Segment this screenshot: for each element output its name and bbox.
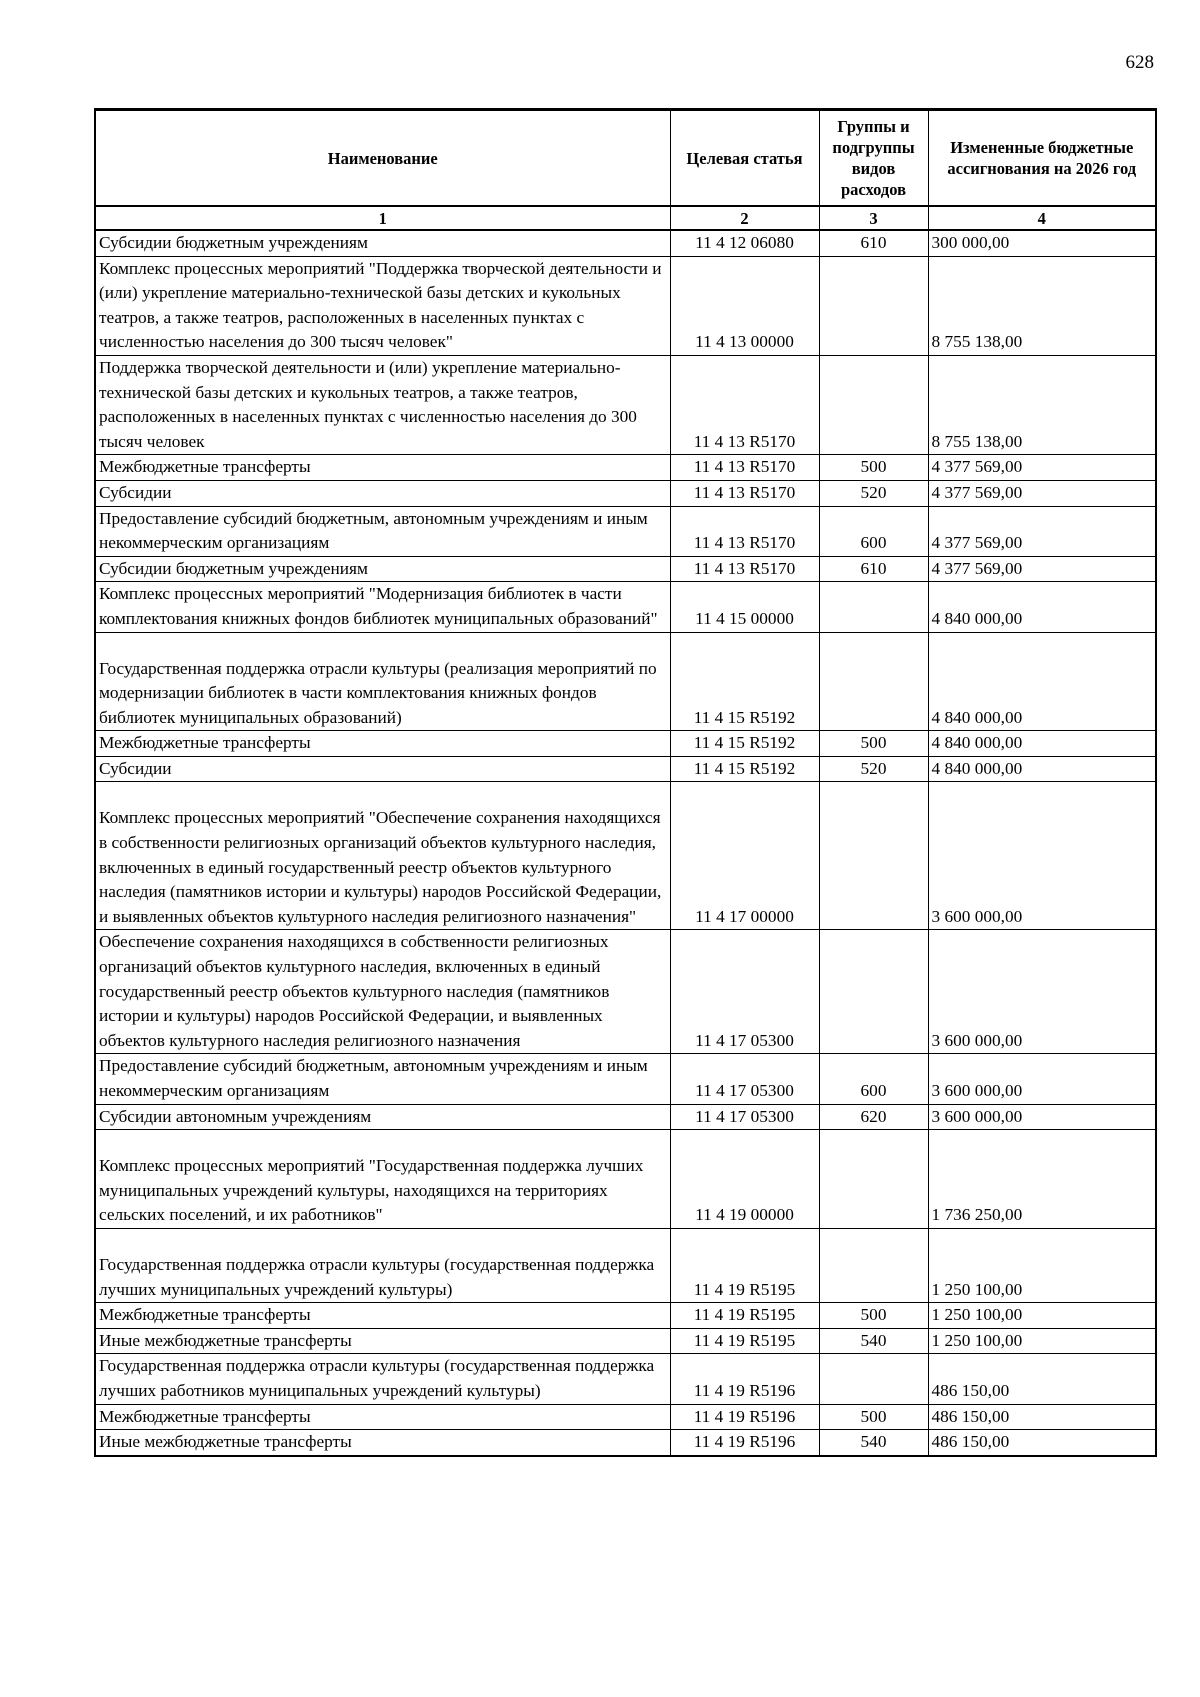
row-amount: 8 755 138,00 — [928, 256, 1156, 355]
column-number: 4 — [928, 206, 1156, 230]
table-row — [95, 1404, 1156, 1430]
row-target-code: 11 4 13 00000 — [670, 256, 819, 355]
row-name: Обеспечение сохранения находящихся в собственности религиозных организаций объектов культурного наследия, включенных в единый государственный реестр объектов культурного наследия (памятников истории и культуры) народов Российской Федерации, и выявленных объектов культурного наследия религиозного назначения — [95, 930, 670, 1054]
table-body — [95, 230, 1156, 1456]
column-number: 2 — [670, 206, 819, 230]
row-expense-group: 620 — [819, 1104, 928, 1130]
row-target-code: 11 4 19 00000 — [670, 1130, 819, 1229]
table-row — [95, 756, 1156, 782]
row-expense-group: 610 — [819, 556, 928, 582]
row-expense-group — [819, 930, 928, 1054]
row-target-code: 11 4 13 R5170 — [670, 455, 819, 481]
row-amount: 3 600 000,00 — [928, 930, 1156, 1054]
row-amount: 486 150,00 — [928, 1430, 1156, 1456]
table-row — [95, 256, 1156, 355]
row-target-code: 11 4 13 R5170 — [670, 355, 819, 454]
row-name: Субсидии — [95, 756, 670, 782]
column-header-target: Целевая статья — [670, 110, 819, 207]
row-target-code: 11 4 17 05300 — [670, 1104, 819, 1130]
column-number-row — [95, 206, 1156, 230]
page-number: 628 — [1125, 52, 1154, 73]
table-row — [95, 506, 1156, 556]
row-target-code: 11 4 19 R5195 — [670, 1303, 819, 1329]
row-target-code: 11 4 19 R5196 — [670, 1430, 819, 1456]
table-row — [95, 930, 1156, 1054]
column-header-name: Наименование — [95, 110, 670, 207]
row-amount: 486 150,00 — [928, 1354, 1156, 1404]
row-name: Межбюджетные трансферты — [95, 1404, 670, 1430]
row-expense-group: 520 — [819, 756, 928, 782]
table-row — [95, 582, 1156, 632]
table-row — [95, 455, 1156, 481]
table-row — [95, 1228, 1156, 1302]
row-name: Субсидии автономным учреждениям — [95, 1104, 670, 1130]
row-target-code: 11 4 19 R5196 — [670, 1404, 819, 1430]
row-target-code: 11 4 13 R5170 — [670, 480, 819, 506]
row-expense-group — [819, 582, 928, 632]
row-target-code: 11 4 19 R5195 — [670, 1328, 819, 1354]
table-row — [95, 1354, 1156, 1404]
row-name: Государственная поддержка отрасли культуры (реализация мероприятий по модернизации библиотек в части комплектования книжных фондов библиотек муниципальных образований) — [95, 632, 670, 731]
table-row — [95, 1054, 1156, 1104]
row-amount: 4 377 569,00 — [928, 480, 1156, 506]
row-amount: 4 840 000,00 — [928, 632, 1156, 731]
row-name: Комплекс процессных мероприятий "Государственная поддержка лучших муниципальных учреждений культуры, находящихся на территориях сельских поселений, и их работников" — [95, 1130, 670, 1229]
row-name: Поддержка творческой деятельности и (или) укрепление материально-технической базы детских и кукольных театров, а также театров, расположенных в населенных пунктах с численностью населения до 300 тысяч человек — [95, 355, 670, 454]
row-expense-group — [819, 1228, 928, 1302]
row-expense-group: 540 — [819, 1328, 928, 1354]
row-name: Межбюджетные трансферты — [95, 731, 670, 757]
row-amount: 1 250 100,00 — [928, 1303, 1156, 1329]
table-row — [95, 1303, 1156, 1329]
column-number: 1 — [95, 206, 670, 230]
row-target-code: 11 4 15 R5192 — [670, 632, 819, 731]
row-name: Государственная поддержка отрасли культуры (государственная поддержка лучших работников муниципальных учреждений культуры) — [95, 1354, 670, 1404]
row-name: Субсидии бюджетным учреждениям — [95, 556, 670, 582]
row-expense-group: 500 — [819, 455, 928, 481]
row-name: Предоставление субсидий бюджетным, автономным учреждениям и иным некоммерческим организациям — [95, 506, 670, 556]
row-amount: 4 840 000,00 — [928, 756, 1156, 782]
row-target-code: 11 4 12 06080 — [670, 230, 819, 256]
row-amount: 3 600 000,00 — [928, 782, 1156, 930]
row-name: Межбюджетные трансферты — [95, 1303, 670, 1329]
row-expense-group — [819, 782, 928, 930]
row-expense-group — [819, 1130, 928, 1229]
row-name: Комплекс процессных мероприятий "Поддержка творческой деятельности и (или) укрепление материально-технической базы детских и кукольных театров, а также театров, расположенных в населенных пунктах с численностью населения до 300 тысяч человек" — [95, 256, 670, 355]
column-number: 3 — [819, 206, 928, 230]
row-name: Межбюджетные трансферты — [95, 455, 670, 481]
row-amount: 4 840 000,00 — [928, 731, 1156, 757]
row-target-code: 11 4 19 R5196 — [670, 1354, 819, 1404]
row-expense-group — [819, 355, 928, 454]
row-target-code: 11 4 13 R5170 — [670, 506, 819, 556]
row-expense-group: 540 — [819, 1430, 928, 1456]
table-row — [95, 480, 1156, 506]
row-amount: 8 755 138,00 — [928, 355, 1156, 454]
header-row — [95, 110, 1156, 207]
row-name: Иные межбюджетные трансферты — [95, 1328, 670, 1354]
row-amount: 4 377 569,00 — [928, 455, 1156, 481]
row-expense-group — [819, 632, 928, 731]
table-row — [95, 632, 1156, 731]
row-expense-group: 610 — [819, 230, 928, 256]
table-row — [95, 1328, 1156, 1354]
row-expense-group: 500 — [819, 731, 928, 757]
table-row — [95, 355, 1156, 454]
column-header-amount: Измененные бюджетные ассигнования на 2026 год — [928, 110, 1156, 207]
row-name: Комплекс процессных мероприятий "Обеспечение сохранения находящихся в собственности религиозных организаций объектов культурного наследия, включенных в единый государственный реестр объектов культурного наследия (памятников истории и культуры) народов Российской Федерации, и выявленных объектов культурного наследия религиозного назначения" — [95, 782, 670, 930]
row-amount: 3 600 000,00 — [928, 1104, 1156, 1130]
row-name: Предоставление субсидий бюджетным, автономным учреждениям и иным некоммерческим организациям — [95, 1054, 670, 1104]
column-header-groups: Группы и подгруппы видов расходов — [819, 110, 928, 207]
row-expense-group: 600 — [819, 1054, 928, 1104]
row-name: Комплекс процессных мероприятий "Модернизация библиотек в части комплектования книжных фондов библиотек муниципальных образований" — [95, 582, 670, 632]
table-row — [95, 782, 1156, 930]
row-name: Субсидии бюджетным учреждениям — [95, 230, 670, 256]
row-amount: 3 600 000,00 — [928, 1054, 1156, 1104]
row-amount: 4 377 569,00 — [928, 506, 1156, 556]
row-target-code: 11 4 19 R5195 — [670, 1228, 819, 1302]
row-target-code: 11 4 13 R5170 — [670, 556, 819, 582]
row-expense-group: 600 — [819, 506, 928, 556]
row-target-code: 11 4 15 R5192 — [670, 756, 819, 782]
row-name: Государственная поддержка отрасли культуры (государственная поддержка лучших муниципальных учреждений культуры) — [95, 1228, 670, 1302]
row-expense-group — [819, 256, 928, 355]
table-row — [95, 1430, 1156, 1456]
table-row — [95, 1130, 1156, 1229]
row-amount: 4 377 569,00 — [928, 556, 1156, 582]
row-amount: 1 250 100,00 — [928, 1228, 1156, 1302]
row-target-code: 11 4 17 05300 — [670, 930, 819, 1054]
budget-table — [94, 108, 1157, 1457]
row-target-code: 11 4 15 00000 — [670, 582, 819, 632]
table-row — [95, 1104, 1156, 1130]
row-expense-group — [819, 1354, 928, 1404]
table-row — [95, 556, 1156, 582]
table-row — [95, 731, 1156, 757]
row-amount: 4 840 000,00 — [928, 582, 1156, 632]
row-target-code: 11 4 17 05300 — [670, 1054, 819, 1104]
table-row — [95, 230, 1156, 256]
row-amount: 486 150,00 — [928, 1404, 1156, 1430]
row-amount: 300 000,00 — [928, 230, 1156, 256]
row-expense-group: 520 — [819, 480, 928, 506]
row-expense-group: 500 — [819, 1404, 928, 1430]
row-amount: 1 250 100,00 — [928, 1328, 1156, 1354]
row-target-code: 11 4 15 R5192 — [670, 731, 819, 757]
row-expense-group: 500 — [819, 1303, 928, 1329]
row-name: Субсидии — [95, 480, 670, 506]
row-target-code: 11 4 17 00000 — [670, 782, 819, 930]
row-name: Иные межбюджетные трансферты — [95, 1430, 670, 1456]
row-amount: 1 736 250,00 — [928, 1130, 1156, 1229]
